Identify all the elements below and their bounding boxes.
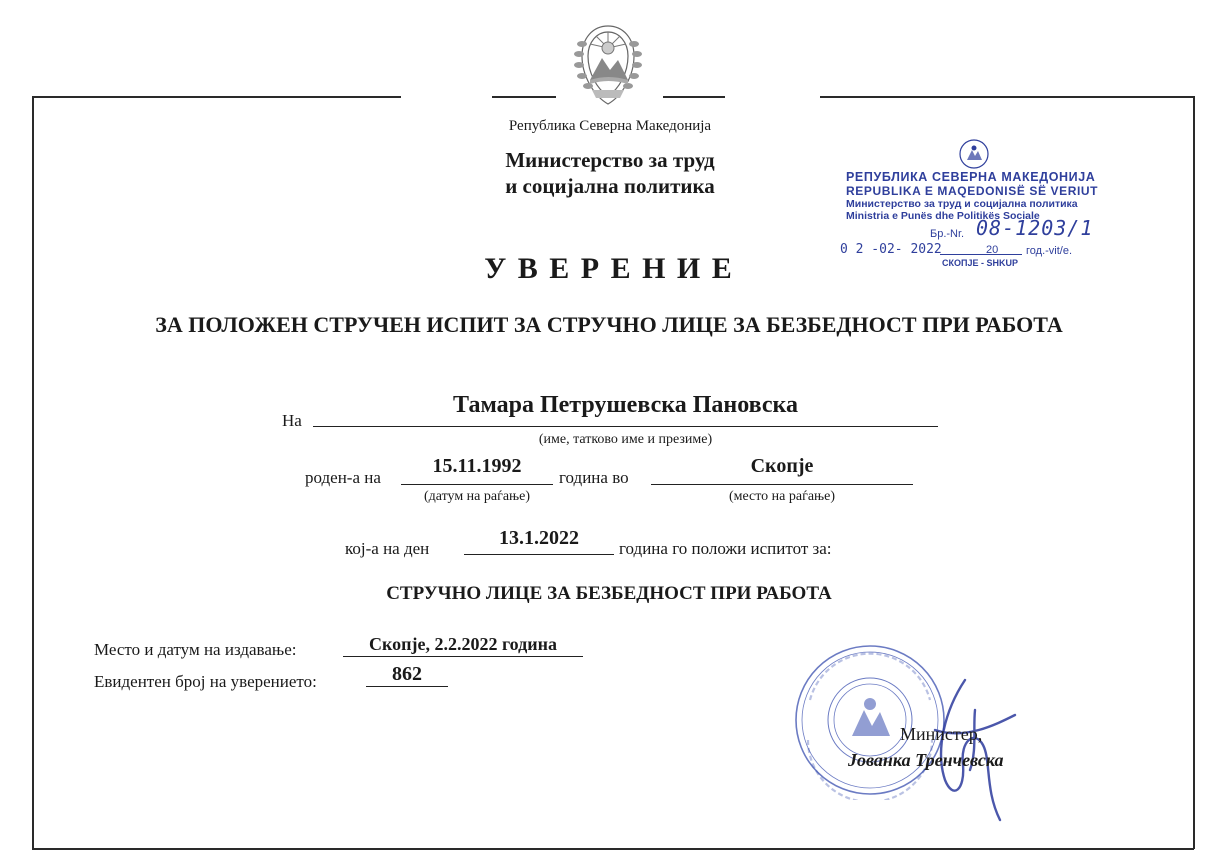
stamp-city: СКОПЈЕ - SHKUP	[942, 258, 1018, 268]
stamp-year-label: год.-vit/e.	[1026, 245, 1073, 257]
signature-role: Министер,	[900, 724, 983, 744]
republic-name: Република Северна Македонија	[508, 118, 712, 134]
issue-label: Место и датум на издавање:	[94, 640, 297, 659]
certificate-title: У В Е Р Е Н И Е	[484, 252, 734, 285]
stamp-emblem-icon	[958, 138, 990, 170]
stamp-line4: Ministria e Punës dhe Politikës Sociale	[846, 210, 1040, 222]
passed-label: година го положи испитот за:	[619, 539, 832, 558]
to-label: На	[282, 411, 302, 430]
exam-date: 13.1.2022	[499, 527, 579, 549]
signature-name: Јованка Тренчевска	[848, 750, 1004, 770]
ministry-name-line2: и социјална политика	[505, 174, 715, 198]
person-name: Тамара Петрушевска Пановска	[453, 392, 798, 418]
birth-place-caption: (место на раѓање)	[728, 489, 836, 504]
record-value: 862	[392, 663, 422, 685]
stamp-year-suffix: 20	[986, 244, 999, 256]
stamp-line3: Министерство за труд и социјална политика	[846, 198, 1078, 210]
stamp-line2: REPUBLIKA E MAQEDONISË SË VERIUT	[846, 184, 1099, 198]
stamp-nr-value: 08-1203/1	[976, 216, 1094, 240]
birth-date-caption: (датум на раѓање)	[423, 489, 531, 504]
record-label: Евидентен број на уверението:	[94, 672, 317, 691]
issue-value: Скопје, 2.2.2022 година	[368, 634, 558, 654]
certificate-subtitle: ЗА ПОЛОЖЕН СТРУЧЕН ИСПИТ ЗА СТРУЧНО ЛИЦЕ ЗА БЕЗБЕДНОСТ ПРИ РАБОТА	[155, 312, 1063, 337]
stamp-date-value: 0 2 -02- 2022	[840, 242, 942, 257]
stamp-line1: РЕПУБЛИКА СЕВЕРНА МАКЕДОНИЈА	[846, 170, 1096, 184]
born-label: роден-а на	[305, 468, 381, 487]
name-caption: (име, татково име и презиме)	[538, 432, 713, 447]
birth-date: 15.11.1992	[432, 455, 522, 477]
year-in-label: година во	[559, 468, 629, 487]
stamp-nr-label: Бр.-Nr.	[930, 228, 965, 240]
day-label: кој-а на ден	[345, 539, 430, 558]
qualification: СТРУЧНО ЛИЦЕ ЗА БЕЗБЕДНОСТ ПРИ РАБОТА	[386, 583, 832, 604]
ministry-name-line1: Министерство за труд	[505, 148, 715, 172]
coat-of-arms-emblem	[568, 18, 648, 108]
birth-place: Скопје	[750, 455, 814, 477]
